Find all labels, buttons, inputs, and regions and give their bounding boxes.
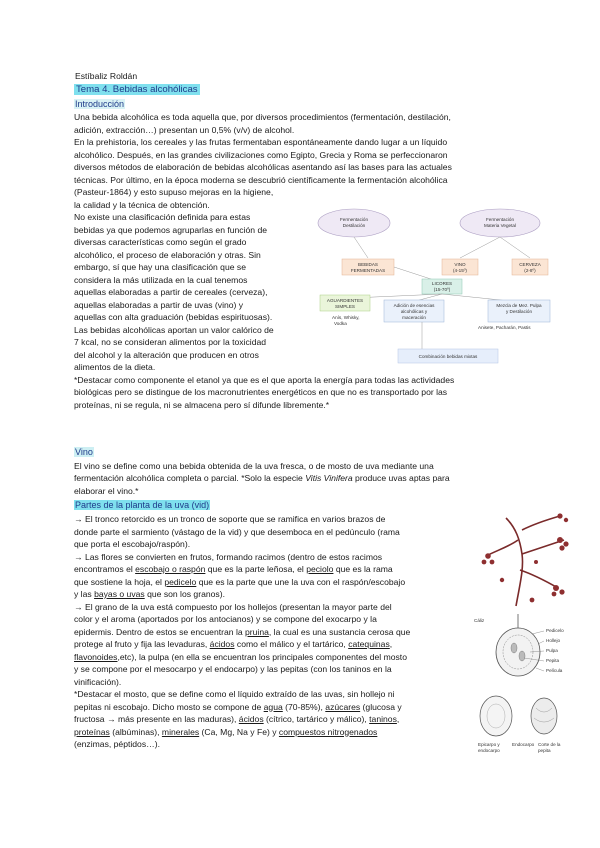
vino-heading: Vino bbox=[75, 447, 93, 457]
column-line: alimentos de la dieta. bbox=[74, 362, 156, 372]
partes-line: donde parte el sarmiento (vástago de la vid) y que desemboca en el pedúnculo (rama bbox=[74, 526, 400, 537]
grape-bottom-label-3: Corte de la bbox=[538, 742, 561, 747]
diagram-top-right-1: Fermentación bbox=[485, 217, 515, 222]
diagram-cerveza-2: (2-8º) bbox=[524, 268, 536, 273]
partes-line: fructosa → más presente en las maduras), ácidos (cítrico, tartárico y málico), taninos, bbox=[74, 714, 400, 724]
diagram-licores-2: (15-70º) bbox=[433, 287, 451, 292]
intro-line: diversos métodos de elaboración de bebidas alcohólicas asentando así las bases para las actuales bbox=[74, 162, 452, 172]
partes-line: epidermis. Dentro de estos se encuentran la pruina, la cual es una sustancia cerosa que bbox=[74, 626, 411, 637]
diagram-cerveza-1: CERVEZA bbox=[519, 262, 541, 267]
column-line: la calidad y la técnica de obtención. bbox=[74, 199, 210, 210]
partes-line: proteínas (albúminas), minerales (Ca, Mg, Na y Fe) y compuestos nitrogenados bbox=[74, 726, 378, 737]
partes-line: flavonoides,etc), la pulpa (en ella se encuentran los principales componentes del mosto bbox=[74, 651, 407, 662]
column-line: aquellas elaboradas a partir de cereales (cerveza), bbox=[74, 287, 268, 297]
author-name: Estíbaliz Roldán bbox=[75, 71, 138, 81]
column-line: alcohólico, el proceso de elaboración y otras. Sin bbox=[74, 249, 261, 260]
diagram-vino-2: (4-15º) bbox=[453, 268, 467, 273]
diagram-footer: Combinación bebidas mixtas bbox=[418, 354, 478, 359]
column-line: embargo, sí que hay una clasificación que se bbox=[74, 262, 246, 272]
intro-line: adición, extracción…) presentan un 0,5% (v/v) de alcohol. bbox=[74, 124, 295, 135]
species-name: Vitis Vinifera bbox=[305, 473, 353, 483]
vino-line-text: produce uvas aptas para bbox=[352, 473, 450, 483]
diagram-cap2: Anisete, Pacharán, Pastis bbox=[478, 325, 531, 330]
intro-heading: Introducción bbox=[75, 99, 125, 109]
diagram-top-left-1: Fermentación bbox=[339, 217, 369, 222]
grape-anatomy-illustration bbox=[472, 612, 580, 762]
vino-line-text: fermentación alcohólica completa o parcial. *Solo la especie bbox=[74, 473, 306, 483]
column-line: No existe una clasificación definida para estas bbox=[74, 212, 251, 222]
column-line: diversas características como según el grado bbox=[74, 237, 247, 247]
partes-line: que porta el escobajo/raspón). bbox=[74, 539, 191, 549]
diagram-vino-1: VINO bbox=[454, 262, 466, 267]
grape-label-caliz: Cáliz bbox=[474, 618, 485, 623]
grape-label-pedicelo: Pedicelo bbox=[546, 628, 564, 633]
grape-bottom-label-2: Endocarpo bbox=[512, 742, 535, 747]
diagram-b3-1: Mezcla de Mez. Pulpa bbox=[496, 303, 542, 308]
intro-line: técnicas. Por último, en la época moderna se descubrió científicamente la fermentación alcohólica bbox=[74, 174, 448, 185]
diagram-b2-2: alcohólicas y bbox=[400, 309, 428, 314]
diagram-mid-left-2: FERMENTADAS bbox=[350, 268, 386, 273]
partes-line: (enzimas, péptidos…). bbox=[74, 739, 160, 749]
grape-bottom-label-1: Epicarpo y bbox=[478, 742, 500, 747]
intro-line: alcohólico. Después, en las grandes civilizaciones como Egipto, Grecia y Roma se perfeccionaron bbox=[74, 149, 448, 160]
partes-line: → Las flores se convierten en frutos, formando racimos (dentro de estos racimos bbox=[74, 551, 383, 562]
partes-line: que sostiene la hoja, el pedicelo que es la parte que une la uva con el raspón/escobajo bbox=[74, 576, 406, 587]
classification-diagram bbox=[312, 206, 558, 376]
diagram-b1-1: AGUARDIENTES bbox=[326, 298, 364, 303]
partes-line: *Destacar el mosto, que se define como el líquido extraído de las uvas, sin hollejo ni bbox=[74, 689, 395, 699]
partes-line: → El grano de la uva está compuesto por los hollejos (presentan la mayor parte del bbox=[74, 601, 392, 612]
diagram-licores-1: LICORES bbox=[431, 281, 453, 286]
intro-line: En la prehistoria, los cereales y las frutas fermentaban espontáneamente dando lugar a un líquido bbox=[74, 137, 448, 147]
diagram-b2-1: Adición de esencias bbox=[393, 303, 435, 308]
vine-illustration bbox=[476, 510, 580, 612]
partes-line: encontramos el escobajo o raspón que es la parte leñosa, el peciolo que es la rama bbox=[74, 564, 393, 574]
column-line: bebidas ya que podemos agruparlas en función de bbox=[74, 224, 268, 235]
column-line: aquellas elaboradas a partir de uvas (vino) y bbox=[74, 299, 244, 310]
diagram-b1-2: SIMPLES bbox=[335, 304, 355, 309]
partes-line: pepitas ni escobajo. Dicho mosto se compone de agua (70-85%), azúcares (glucosa y bbox=[74, 701, 402, 712]
column-line: Las bebidas alcohólicas aportan un valor calórico de bbox=[74, 324, 274, 335]
partes-line: y las bayas o uvas que son los granos). bbox=[74, 589, 225, 599]
grape-label-pepita: Pepita bbox=[546, 658, 560, 663]
partes-line: y se compone por el mesocarpo y el endocarpo) y las pepitas (con los taninos en la bbox=[74, 664, 392, 674]
vino-line: elaborar el vino.* bbox=[74, 485, 139, 496]
partes-line: color y el aroma (aportados por los antocianos) y se compone del exocarpo y la bbox=[74, 614, 377, 624]
note-line: biológicas pero se distingue de los macronutrientes energéticos en que no es transportado por las bbox=[74, 387, 448, 397]
intro-line: Una bebida alcohólica es toda aquella que, por diversos procedimientos (fermentación, destilación, bbox=[74, 112, 451, 122]
vino-line: El vino se define como una bebida obtenida de la uva fresca, o de mosto de uva mediante una bbox=[74, 460, 434, 471]
column-line: 7 kcal, no se consideran alimentos por la toxicidad bbox=[74, 337, 267, 347]
diagram-top-left-2: Destilación bbox=[342, 223, 366, 228]
diagram-b2-3: maceración bbox=[402, 315, 426, 320]
diagram-top-right-2: Materia Vegetal bbox=[484, 223, 516, 228]
diagram-b3-2: y Destilación bbox=[505, 309, 533, 314]
column-line: del alcohol y la alteración que producen en otros bbox=[74, 349, 259, 360]
diagram-cap1-1: Anís, Whisky, bbox=[332, 315, 360, 320]
vino-line bbox=[74, 472, 526, 484]
note-line: proteínas, ni se regula, ni se almacena pero sí difunde libremente.* bbox=[74, 399, 330, 410]
column-line: considera la más utilizada en la cual tenemos bbox=[74, 274, 248, 285]
diagram-cap1-2: Vodka bbox=[334, 321, 347, 326]
grape-label-pulpa: Pulpa bbox=[546, 648, 558, 653]
page-title: Tema 4. Bebidas alcohólicas bbox=[76, 84, 198, 95]
partes-line: vinificación). bbox=[74, 676, 122, 687]
note-line: *Destacar como componente el etanol ya que es el que aporta la energía para todas las actividades bbox=[74, 374, 455, 385]
diagram-mid-left-1: BEBIDAS bbox=[358, 262, 378, 267]
intro-line: (Pasteur-1864) y esto supuso mejoras en la higiene, bbox=[74, 187, 274, 197]
partes-line: protege al fruto y fija las levaduras, ácidos como el málico y el tartárico, catequinas, bbox=[74, 639, 393, 649]
partes-heading: Partes de la planta de la uva (vid) bbox=[75, 500, 210, 510]
grape-bottom-label-3b: pepita bbox=[538, 748, 551, 753]
partes-line: → El tronco retorcido es un tronco de soporte que se ramifica en varios brazos de bbox=[74, 514, 386, 524]
grape-bottom-label-1b: endocarpo bbox=[478, 748, 500, 753]
column-line: aquellas con alta graduación (bebidas espirituosas). bbox=[74, 312, 273, 322]
grape-label-hollejo: Hollejo bbox=[546, 638, 561, 643]
grape-label-pelicula: Película bbox=[546, 668, 563, 673]
